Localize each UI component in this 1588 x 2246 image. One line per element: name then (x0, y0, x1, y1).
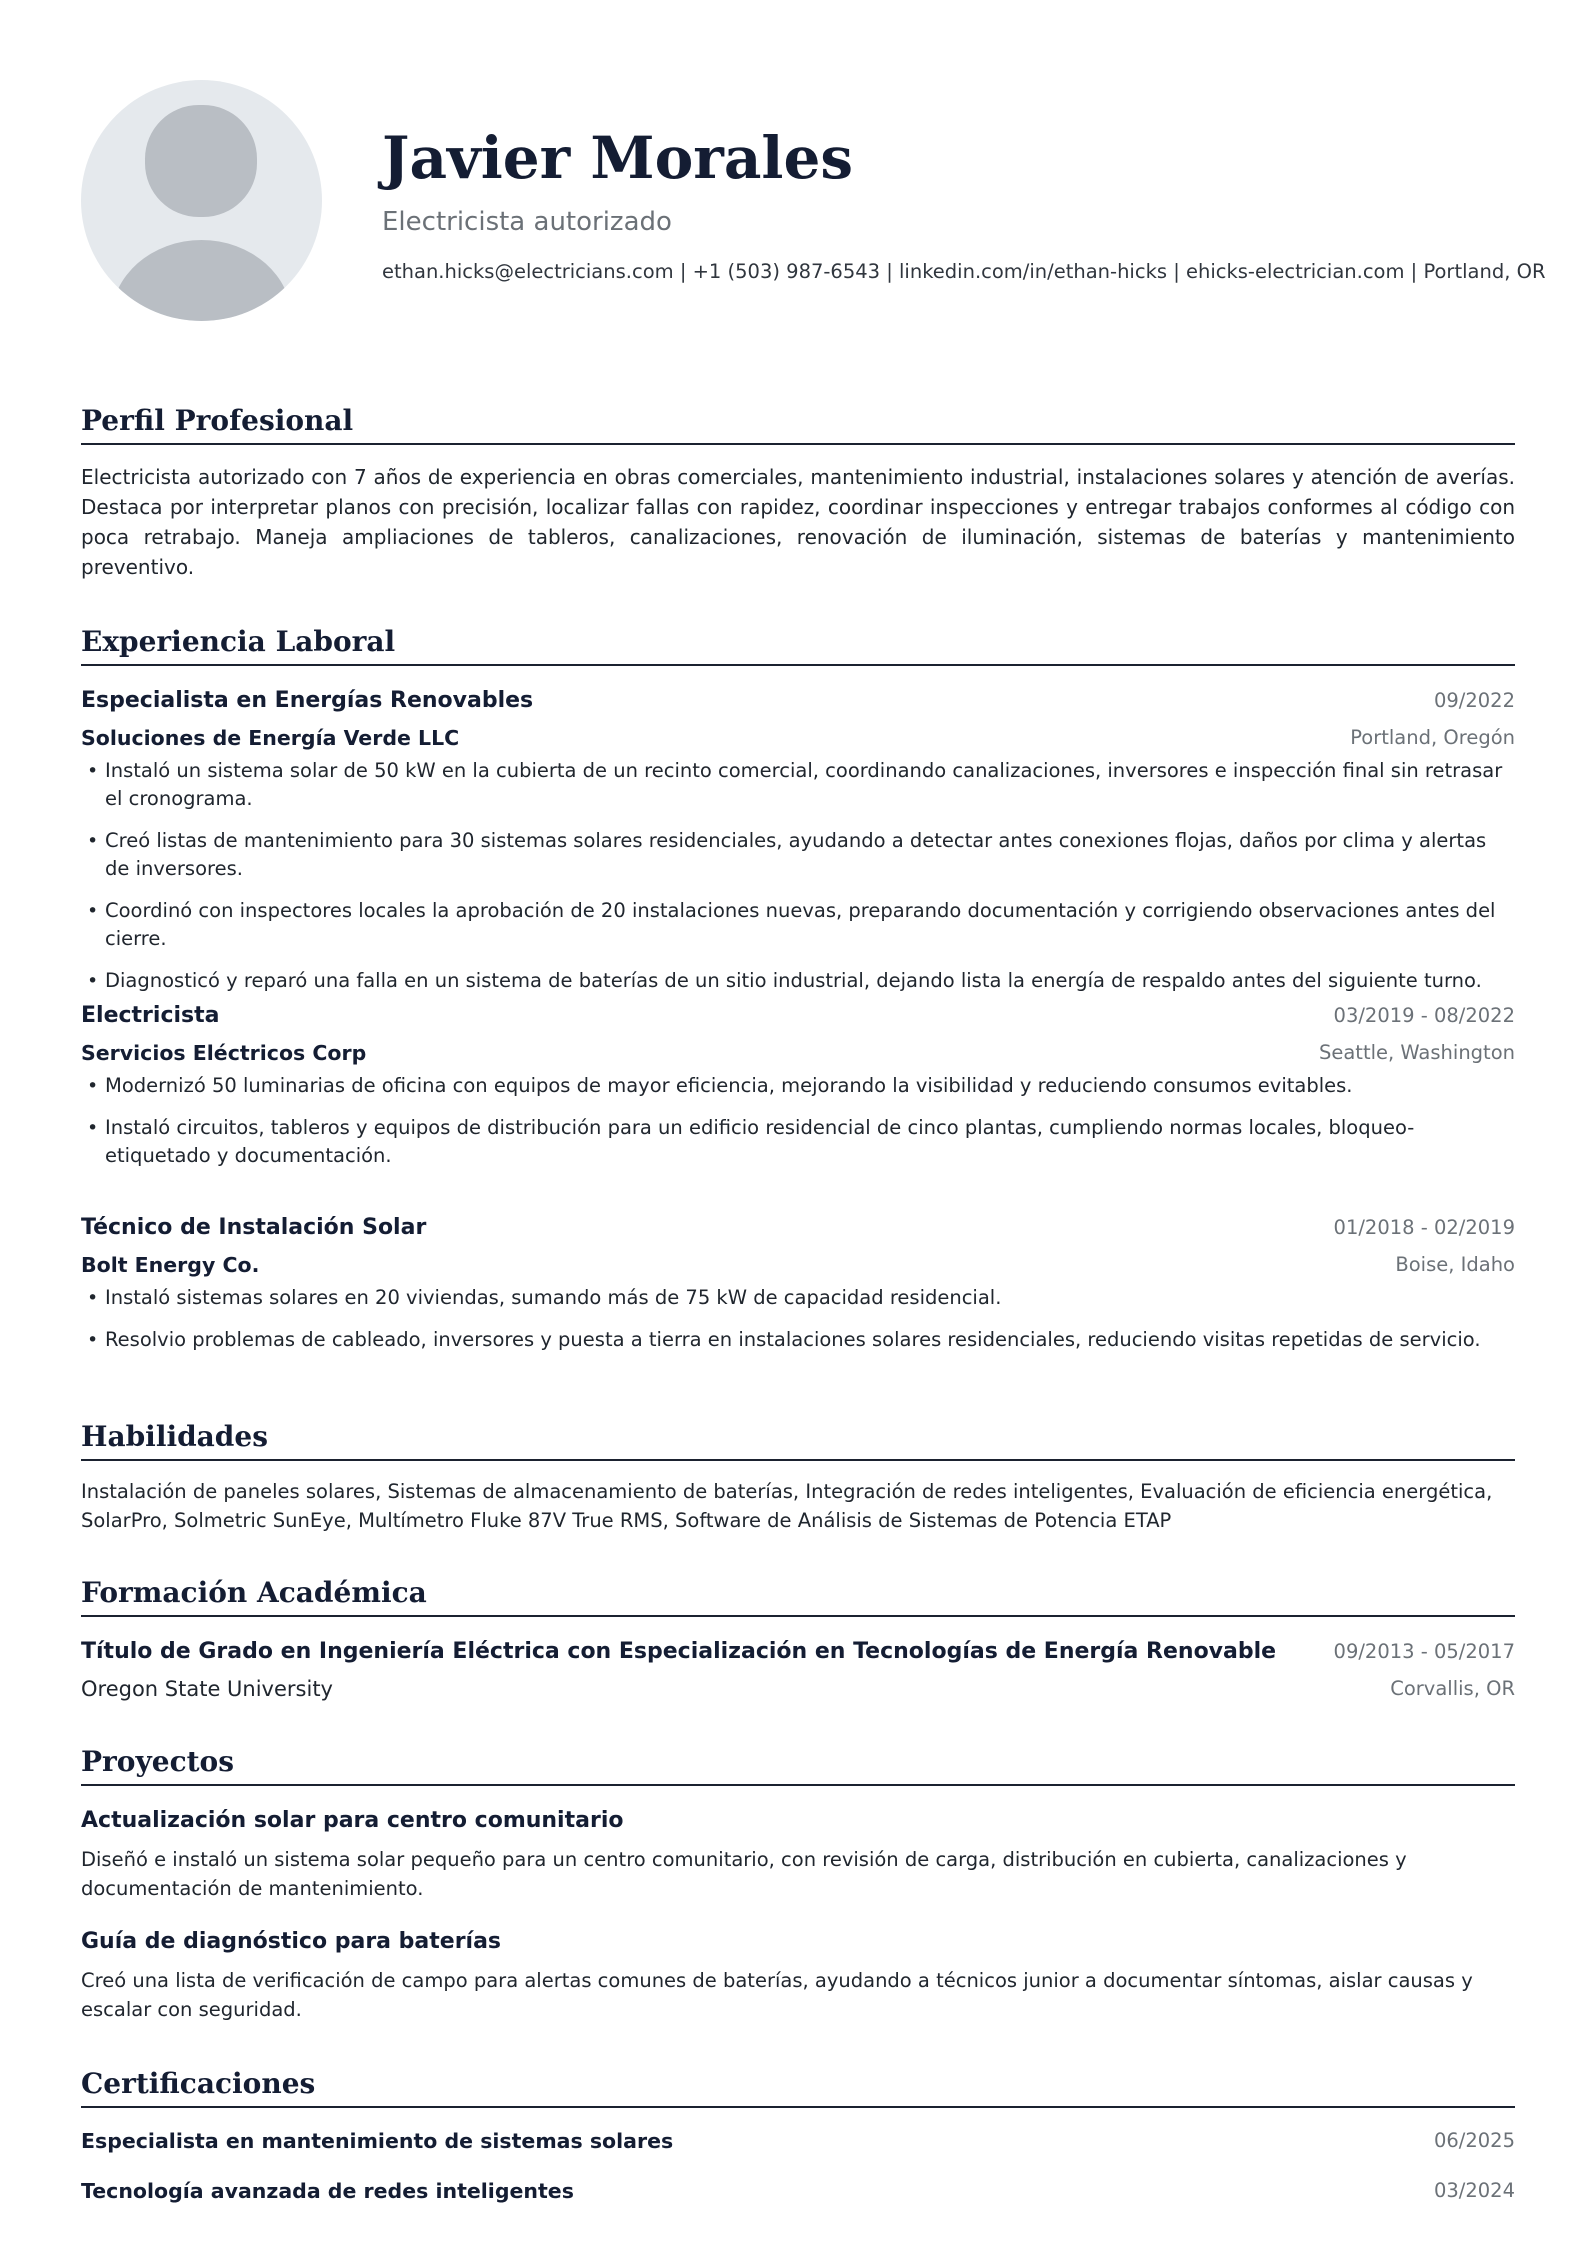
list-item: • Coordinó con inspectores locales la aprobación de 20 instalaciones nuevas, preparando documentación y corrigiendo observaciones antes del cierre. (81, 897, 1515, 953)
section-title-projects: Proyectos (81, 1742, 1515, 1786)
job-date: 03/2019 - 08/2022 (1333, 1004, 1515, 1027)
avatar-body-shape (111, 240, 292, 321)
project-name: Guía de diagnóstico para baterías (81, 1929, 502, 1954)
project-description: Diseñó e instaló un sistema solar pequeño para un centro comunitario, con revisión de carga, distribución en cubierta, canalizaciones y documentación de mantenimiento. (81, 1848, 1407, 1900)
list-item: • Diagnosticó y reparó una falla en un sistema de baterías de un sitio industrial, dejando lista la energía de respaldo antes del siguiente turno. (81, 967, 1515, 995)
contact-line: ethan.hicks@electricians.com | +1 (503) 987-6543 | linkedin.com/in/ethan-hicks | ehicks-electrician.com | Portland, OR (382, 260, 1546, 283)
job-bullets (81, 1284, 1515, 1368)
project-name: Actualización solar para centro comunitario (81, 1808, 624, 1833)
job-header (81, 684, 1515, 718)
job-company: Soluciones de Energía Verde LLC (81, 726, 460, 750)
job-location: Portland, Oregón (1350, 726, 1515, 749)
certification-name: Especialista en mantenimiento de sistemas solares (81, 2129, 674, 2153)
certification-name: Tecnología avanzada de redes inteligentes (81, 2179, 574, 2203)
job-position: Técnico de Instalación Solar (81, 1215, 427, 1240)
job-date: 01/2018 - 02/2019 (1333, 1216, 1515, 1239)
job-company-row (81, 721, 1515, 755)
section-title-experience: Experiencia Laboral (81, 622, 1515, 666)
job-position: Especialista en Energías Renovables (81, 688, 534, 713)
job-header (81, 1211, 1515, 1245)
certification-row (81, 2124, 1515, 2158)
job-position: Electricista (81, 1003, 220, 1028)
job-date: 09/2022 (1433, 689, 1515, 712)
candidate-role: Electricista autorizado (382, 207, 672, 237)
skills-list: Instalación de paneles solares, Sistemas de almacenamiento de baterías, Integración de redes inteligentes, Evaluación de eficiencia energética, SolarPro, Solmetric SunEye, Multímetro Fluke 87V True RMS, Software de Análisis de Sistemas de Potencia ETAP (81, 1480, 1493, 1532)
list-item: • Instaló sistemas solares en 20 viviendas, sumando más de 75 kW de capacidad residencial. (81, 1284, 1515, 1312)
job-location: Seattle, Washington (1318, 1041, 1515, 1064)
avatar-head-shape (145, 105, 257, 217)
candidate-name: Javier Morales (382, 124, 854, 192)
job-header (81, 999, 1515, 1033)
job-bullets (81, 1072, 1515, 1184)
section-title-skills: Habilidades (81, 1417, 1515, 1461)
certification-date: 06/2025 (1433, 2129, 1515, 2152)
profile-summary: Electricista autorizado con 7 años de experiencia en obras comerciales, mantenimiento industrial, instalaciones solares y atención de averías. Destaca por interpretar planos con precisión, localizar fallas con rapidez, coordinar inspecciones y entregar trabajos conformes al código con poca retrabajo. Maneja ampliaciones de tableros, canalizaciones, renovación de iluminación, sistemas de baterías y mantenimiento preventivo. (81, 465, 1515, 579)
list-item: • Instaló un sistema solar de 50 kW en la cubierta de un recinto comercial, coordinando canalizaciones, inversores e inspección final sin retrasar el cronograma. (81, 757, 1515, 813)
section-title-certifications: Certificaciones (81, 2064, 1515, 2108)
job-company-row (81, 1248, 1515, 1282)
job-company-row (81, 1036, 1515, 1070)
project-header (81, 1804, 1515, 1838)
list-item: • Instaló circuitos, tableros y equipos de distribución para un edificio residencial de cinco plantas, cumpliendo normas locales, bloqueo-etiquetado y documentación. (81, 1114, 1515, 1170)
project-description: Creó una lista de verificación de campo para alertas comunes de baterías, ayudando a técnicos junior a documentar síntomas, aislar causas y escalar con seguridad. (81, 1969, 1473, 2021)
certification-row (81, 2174, 1515, 2208)
education-school: Oregon State University (81, 1677, 333, 1701)
avatar (81, 80, 322, 321)
list-item: • Resolvio problemas de cableado, inversores y puesta a tierra en instalaciones solares residenciales, reduciendo visitas repetidas de servicio. (81, 1326, 1515, 1354)
job-bullets (81, 757, 1515, 1009)
education-degree: Título de Grado en Ingeniería Eléctrica con Especialización en Tecnologías de Energía Renovable (81, 1639, 1277, 1664)
job-company: Bolt Energy Co. (81, 1253, 260, 1277)
job-company: Servicios Eléctricos Corp (81, 1041, 367, 1065)
education-school-row (81, 1672, 1515, 1706)
job-location: Boise, Idaho (1395, 1253, 1515, 1276)
project-header (81, 1925, 1515, 1959)
certification-date: 03/2024 (1433, 2179, 1515, 2202)
list-item: • Creó listas de mantenimiento para 30 sistemas solares residenciales, ayudando a detectar antes conexiones flojas, daños por clima y alertas de inversores. (81, 827, 1515, 883)
education-header (81, 1635, 1515, 1669)
education-date: 09/2013 - 05/2017 (1333, 1640, 1515, 1663)
section-title-education: Formación Académica (81, 1573, 1515, 1617)
resume-header (81, 80, 1546, 325)
list-item: • Modernizó 50 luminarias de oficina con equipos de mayor eficiencia, mejorando la visibilidad y reduciendo consumos evitables. (81, 1072, 1515, 1100)
section-title-profile: Perfil Profesional (81, 401, 1515, 445)
education-location: Corvallis, OR (1390, 1677, 1515, 1700)
